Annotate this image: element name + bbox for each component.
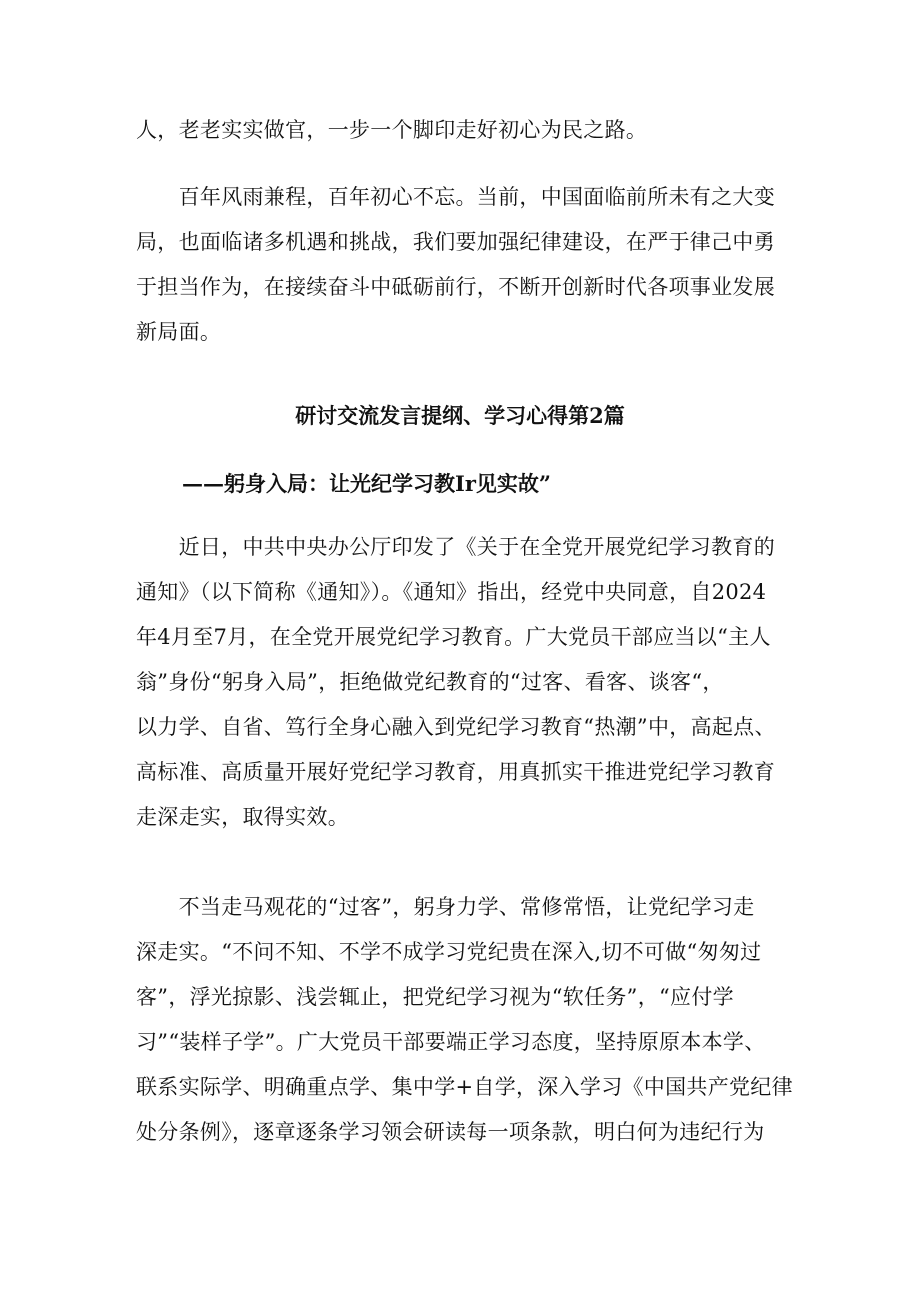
paragraph-line: 处分条例》，逐章逐条学习领会研读每一项条款，明白何为违纪行为: [136, 1120, 765, 1144]
paragraph-line: 不当走马观花的“过客”，躬身力学、常修常悟，让党纪学习走: [136, 895, 755, 919]
paragraph-line: 深走实。“不问不知、不学不成学习党纪贵在深入,切不可做“匆匆过: [136, 940, 762, 964]
paragraph-line: 高标准、高质量开展好党纪学习教育，用真抓实干推进党纪学习教育: [136, 760, 775, 784]
paragraph-line: 新局面。: [136, 320, 222, 344]
section-title: 研讨交流发言提纲、学习心得第2篇: [295, 403, 625, 428]
paragraph-line: 百年风雨兼程，百年初心不忘。当前，中国面临前所未有之大变: [136, 185, 775, 209]
paragraph-line: 局，也面临诸多机遇和挑战，我们要加强纪律建设，在严于律己中勇: [136, 230, 775, 254]
paragraph-line: 习”“装样子学”。广大党员干部要端正学习态度，坚持原原本本学、: [136, 1030, 766, 1054]
paragraph-line: 人，老老实实做官，一步一个脚印走好初心为民之路。: [136, 118, 648, 142]
paragraph-line: 走深走实，取得实效。: [136, 805, 349, 829]
paragraph-line: 联系实际学、明确重点学、集中学+自学，深入学习《中国共产党纪律: [136, 1075, 793, 1099]
paragraph-line: 年4月至7月，在全党开展党纪学习教育。广大党员干部应当以“主人: [136, 625, 771, 649]
paragraph-line: 通知》（以下简称《通知》）。《通知》指出，经党中央同意，自2024: [136, 580, 767, 604]
paragraph-line: 于担当作为，在接续奋斗中砥砺前行，不断开创新时代各项事业发展: [136, 275, 775, 299]
paragraph-4: [136, 885, 796, 1155]
paragraph-line: 翁”身份“躬身入局”，拒绝做党纪教育的“过客、看客、谈客“，: [136, 670, 724, 694]
paragraph-3: [136, 525, 796, 840]
paragraph-2: [136, 175, 796, 355]
paragraph-line: 客”，浮光掠影、浅尝辄止，把党纪学习视为“软任务”，“应付学: [136, 985, 734, 1009]
section-subtitle: ——躬身入局：让光纪学习教Ir见实故”: [182, 471, 551, 496]
paragraph-line: 近日，中共中央办公厅印发了《关于在全党开展党纪学习教育的: [136, 535, 775, 559]
paragraph-line: 以力学、自省、笃行全身心融入到党纪学习教育“热潮”中，高起点、: [136, 715, 776, 739]
paragraph-1: [136, 108, 796, 153]
